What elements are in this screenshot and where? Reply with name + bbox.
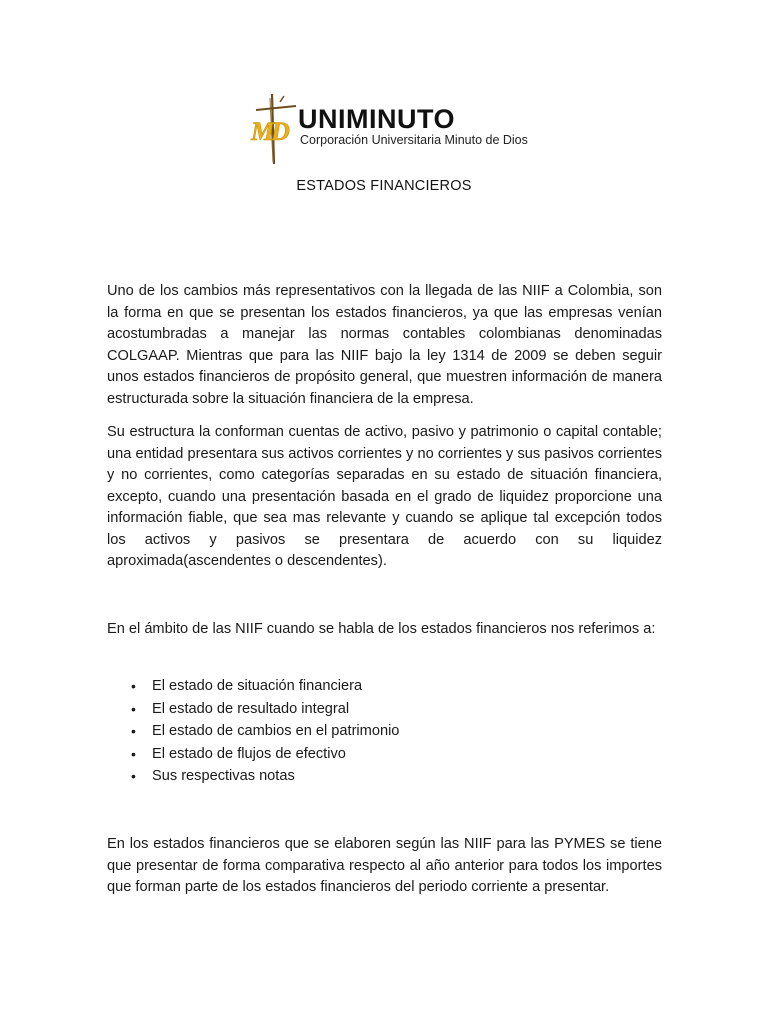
list-item-label: El estado de resultado integral bbox=[152, 700, 350, 717]
uniminuto-emblem-icon bbox=[250, 92, 300, 166]
paragraph-intro: Uno de los cambios más representativos con la llegada de las NIIF a Colombia, son la forma en que se presentan los estados financieros, ya que las empresas venían acostumbradas a manejar las normas contables colombianas denominadas COLGAAP. Mientras que para las NIIF bajo la ley 1314 de 2009 se deben seguir unos estados financieros de propósito general, que muestren información de manera estructurada sobre la situación financiera de la empresa. bbox=[107, 283, 662, 407]
bullet-icon: • bbox=[131, 723, 136, 739]
list-item bbox=[107, 675, 662, 698]
list-item bbox=[107, 743, 662, 766]
list-item bbox=[107, 765, 662, 788]
list-item-label: El estado de situación financiera bbox=[152, 678, 363, 694]
bullet-icon: • bbox=[131, 745, 136, 762]
financial-statements-list bbox=[107, 675, 662, 788]
bullet-icon: • bbox=[131, 768, 136, 784]
logo-brand-name: UNIMINUTO bbox=[298, 104, 455, 134]
list-item-label: El estado de cambios en el patrimonio bbox=[152, 723, 400, 739]
logo-subtitle: Corporación Universitaria Minuto de Dios bbox=[300, 133, 528, 147]
list-item bbox=[107, 720, 662, 743]
paragraph-niif-scope: En el ámbito de las NIIF cuando se habla de los estados financieros nos referimos a: bbox=[107, 621, 656, 637]
list-item-label: El estado de flujos de efectivo bbox=[152, 745, 346, 762]
bullet-icon: • bbox=[131, 700, 136, 717]
list-item-label: Sus respectivas notas bbox=[152, 768, 295, 784]
bullet-icon: • bbox=[131, 678, 136, 694]
list-item bbox=[107, 698, 662, 721]
paragraph-structure: Su estructura la conforman cuentas de activo, pasivo y patrimonio o capital contable; una entidad presentara sus activos corrientes y no corrientes y sus pasivos corrientes y no corrientes, como categorías separadas en su estado de situación financiera, excepto, cuando una presentación basada en el grado de liquidez proporcione una información fiable, que sea mas relevante y cuando se aplique tal excepción todos los activos y pasivos se presentara de acuerdo con su liquidez aproximada(ascendentes o descendentes). bbox=[107, 424, 662, 569]
logo-mark-letters: MD bbox=[251, 117, 287, 146]
paragraph-pymes: En los estados financieros que se elaboren según las NIIF para las PYMES se tiene que presentar de forma comparativa respecto al año anterior para todos los importes que forman parte de los estados financieros del periodo corriente a presentar. bbox=[107, 836, 662, 895]
uniminuto-logo bbox=[250, 92, 528, 166]
document-title: ESTADOS FINANCIEROS bbox=[296, 178, 472, 194]
